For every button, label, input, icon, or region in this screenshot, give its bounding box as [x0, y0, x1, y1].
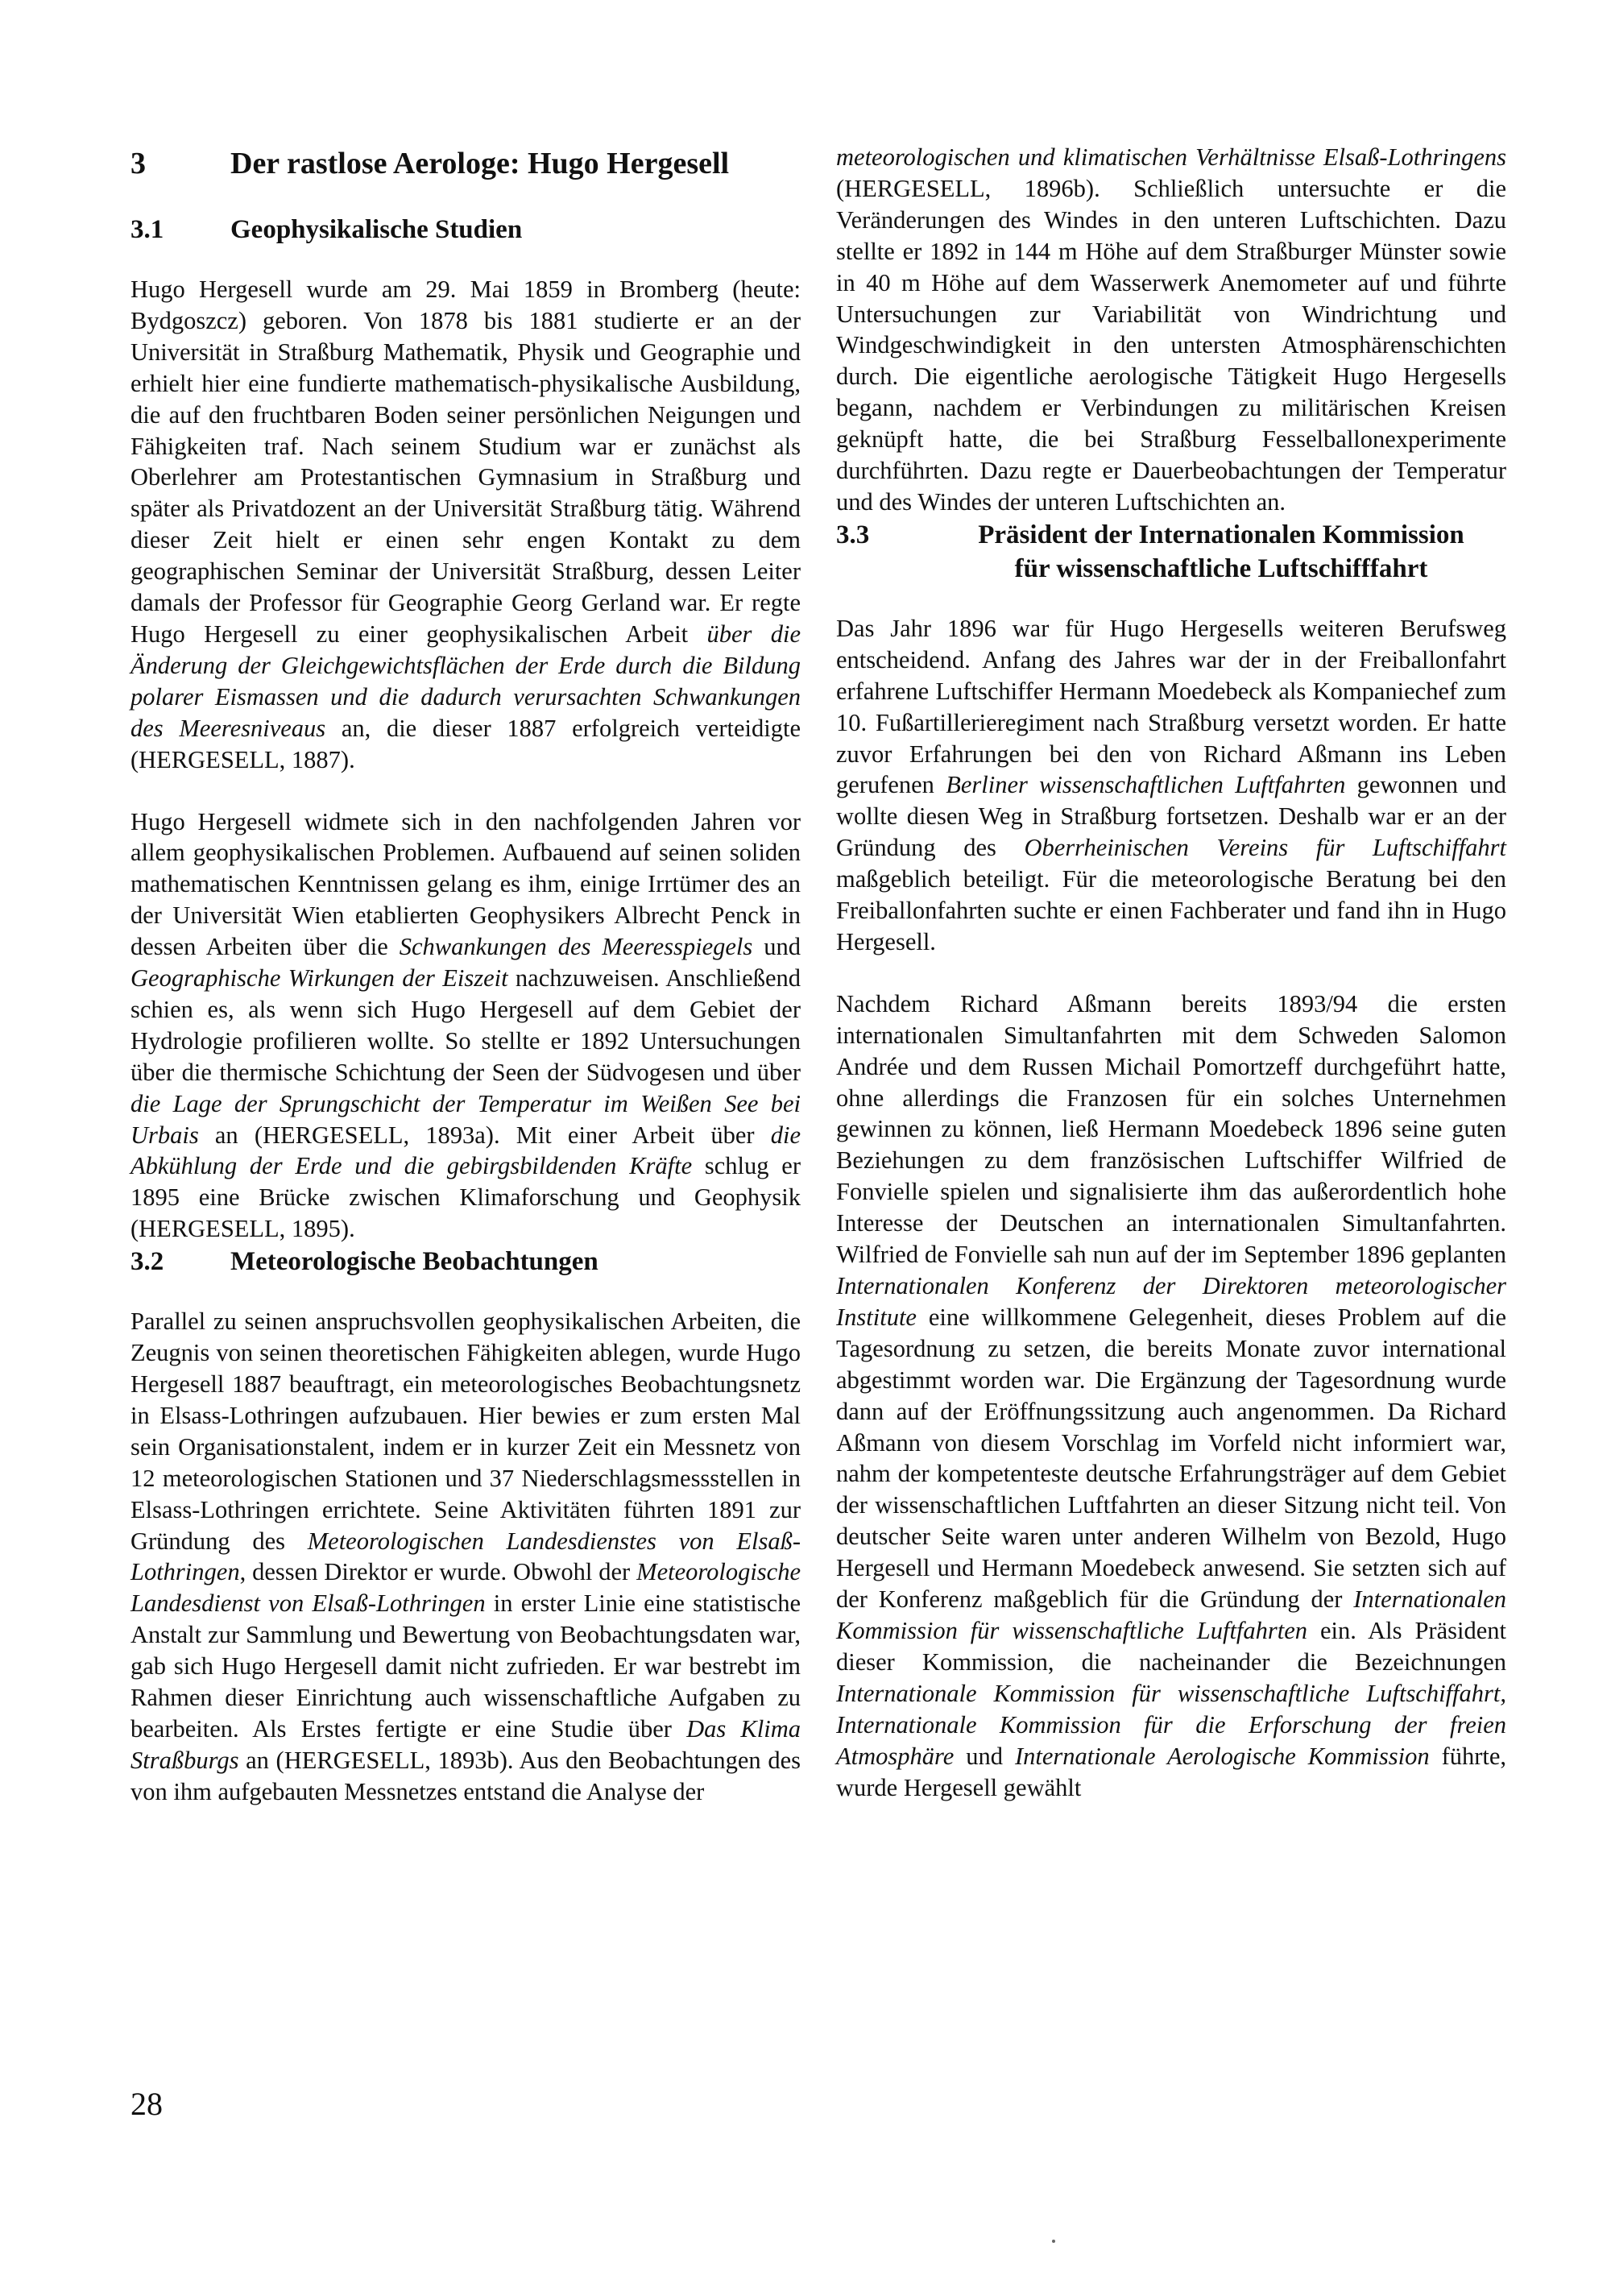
section-title: Präsident der Internationalen Kommission für wissenschaftliche Luftschifffahrt — [978, 520, 1464, 583]
scan-dot — [1052, 2240, 1055, 2243]
chapter-heading — [130, 145, 801, 182]
paragraph-3-2-a-continued: meteorologischen und klimatischen Verhältnisse Elsaß-Lothringens (HERGESELL, 1896b). Schließlich untersuchte er die Veränderungen des Windes in den unteren Luftschichten. Dazu stellte er 1892 in 144 m Höhe auf dem Straßburger Münster sowie in 40 m Höhe auf dem Wasserwerk Anemometer auf und führte Untersuchungen zur Variabilität von Windrichtung und Windgeschwindigkeit in den untersten Atmosphärenschichten durch. Die eigentliche aerologische Tätigkeit Hugo Hergesells begann, nachdem er Verbindungen zu militärischen Kreisen geknüpft hatte, die bei Straßburg Fesselballonexperimente durchführten. Dazu regte er Dauerbeobachtungen der Temperatur und des Windes der unteren Luftschichten an. — [836, 143, 1506, 516]
paragraph-3-3-a: Das Jahr 1896 war für Hugo Hergesells weiteren Berufsweg entscheidend. Anfang des Jahres war der in der Freiballonfahrt erfahrene Luftschiffer Hermann Moedebeck als Kompaniechef zum 10. Fußartillerieregiment nach Straßburg versetzt worden. Er hatte zuvor Erfahrungen bei den von Richard Aßmann ins Leben gerufenen Berliner wissenschaftlichen Luftfahrten gewonnen und wollte diesen Weg in Straßburg fortsetzen. Deshalb war er an der Gründung des Oberrheinischen Vereins für Luftschiffahrt maßgeblich beteiligt. Für die meteorologische Beratung bei den Freiballonfahrten suchte er einen Fachberater und fand ihn in Hugo Hergesell. — [836, 614, 1506, 955]
paragraph-3-1-a: Hugo Hergesell wurde am 29. Mai 1859 in Bromberg (heute: Bydgoszcz) geboren. Von 1878 bis 1881 studierte er an der Universität in Straßburg Mathematik, Physik und Geographie und erhielt hier eine fundierte mathematisch-physikalische Ausbildung, die auf den fruchtbaren Boden seiner persönlichen Neigungen und Fähigkeiten traf. Nach seinem Studium war er zunächst als Oberlehrer am Protestantischen Gymnasium in Straßburg und später als Privatdozent an der Universität Straßburg tätig. Während dieser Zeit hielt er einen sehr engen Kontakt zu dem geographischen Seminar der Universität Straßburg, dessen Leiter damals der Professor für Geographie Georg Gerland war. Er regte Hugo Hergesell zu einer geophysikalischen Arbeit über die Änderung der Gleichgewichtsflächen der Erde durch die Bildung polarer Eismassen und die dadurch verursachten Schwankungen des Meeresniveaus an, die dieser 1887 erfolgreich verteidigte (HERGESELL, 1887). — [130, 276, 801, 773]
paragraph-3-1-b: Hugo Hergesell widmete sich in den nachfolgenden Jahren vor allem geophysikalischen Problemen. Aufbauend auf seinen soliden mathematischen Kenntnissen gelang es ihm, einige Irrtümer des an der Universität Wien etablierten Geophysikers Albrecht Penck in dessen Arbeiten über die Schwankungen des Meeresspiegels und Geographische Wirkungen der Eiszeit nachzuweisen. Anschließend schien es, als wenn sich Hugo Hergesell auf dem Gebiet der Hydrologie profilieren wollte. So stellte er 1892 Untersuchungen über die thermische Schichtung der Seen der Südvogesen und über die Lage der Sprungschicht der Temperatur im Weißen See bei Urbais an (HERGESELL, 1893a). Mit einer Arbeit über die Abkühlung der Erde und die gebirgsbildenden Kräfte schlug er 1895 eine Brücke zwischen Klimaforschung und Geophysik (HERGESELL, 1895). — [130, 807, 801, 1243]
chapter-title: Der rastlose Aerologe: Hugo Hergesell — [230, 147, 730, 180]
paragraph-3-3-b: Nachdem Richard Aßmann bereits 1893/94 die ersten internationalen Simultanfahrten mit dem Schweden Salomon Andrée und dem Russen Michail Pomortzeff durchgeführt hatte, ohne allerdings die Franzosen für ein solches Unternehmen gewinnen zu können, ließ Hermann Moedebeck 1896 seine guten Beziehungen zu dem französischen Luftschiffer Wilfried de Fonvielle spielen und signalisierte ihm das außerordentlich hohe Interesse der Deutschen an internationalen Simultanfahrten. Wilfried de Fonvielle sah nun auf der im September 1896 geplanten Internationalen Konferenz der Direktoren meteorologischer Institute eine willkommene Gelegenheit, dieses Problem auf die Tagesordnung zu setzen, die bereits Monate zuvor international abgestimmt worden war. Die Ergänzung der Tagesordnung wurde dann auf der Eröffnungssitzung auch angenommen. Da Richard Aßmann von diesem Vorschlag im Vorfeld nicht informiert war, nahm der kompetenteste deutsche Erfahrungsträger auf dem Gebiet der wissenschaftlichen Luftfahrten an dieser Sitzung nicht teil. Von deutscher Seite waren unter anderen Wilhelm von Bezold, Hugo Hergesell und Hermann Moedebeck anwesend. Sie setzten sich auf der Konferenz maßgeblich für die Gründung der Internationalen Kommission für wissenschaftliche Luftfahrten ein. Als Präsident dieser Kommission, die nacheinander die Bezeichnungen Internationale Kommission für wissenschaftliche Luftschiffahrt, Internationale Kommission für die Erforschung der freien Atmosphäre und Internationale Aerologische Kommission führte, wurde Hergesell gewählt — [836, 989, 1507, 1801]
section-3-2-heading — [130, 1245, 801, 1279]
paragraph-3-2-a: Parallel zu seinen anspruchsvollen geophysikalischen Arbeiten, die Zeugnis von seinen theoretischen Fähigkeiten ablegen, wurde Hugo Hergesell 1887 beauftragt, ein meteorologisches Beobachtungsnetz in Elsass-Lothringen aufzubauen. Hier bewies er zum ersten Mal sein Organisationstalent, indem er in kurzer Zeit ein Messnetz von 12 meteorologischen Stationen und 37 Niederschlagsmessstellen in Elsass-Lothringen errichtete. Seine Aktivitäten führten 1891 zur Gründung des Meteorologischen Landesdienstes von Elsaß-Lothringen, dessen Direktor er wurde. Obwohl der Meteorologische Landesdienst von Elsaß-Lothringen in erster Linie eine statistische Anstalt zur Sammlung und Bewertung von Beobachtungsdaten war, gab sich Hugo Hergesell damit nicht zufrieden. Er war bestrebt im Rahmen dieser Einrichtung auch wissenschaftliche Aufgaben zu bearbeiten. Als Erstes fertigte er eine Studie über Das Klima Straßburgs an (HERGESELL, 1893b). Aus den Beobachtungen des von ihm aufgebauten Messnetzes entstand die Analyse der — [130, 1308, 801, 1805]
section-3-3-heading — [836, 518, 1506, 586]
section-title: Meteorologische Beobachtungen — [230, 1247, 598, 1277]
chapter-number: 3 — [130, 147, 146, 180]
section-number: 3.1 — [130, 215, 164, 244]
section-3-1-heading — [130, 213, 801, 247]
right-column — [836, 142, 1506, 1803]
section-number: 3.2 — [130, 1247, 164, 1277]
section-number: 3.3 — [836, 520, 870, 549]
left-column — [130, 145, 801, 1808]
section-title: Geophysikalische Studien — [230, 215, 523, 244]
page-number: 28 — [130, 2086, 163, 2122]
